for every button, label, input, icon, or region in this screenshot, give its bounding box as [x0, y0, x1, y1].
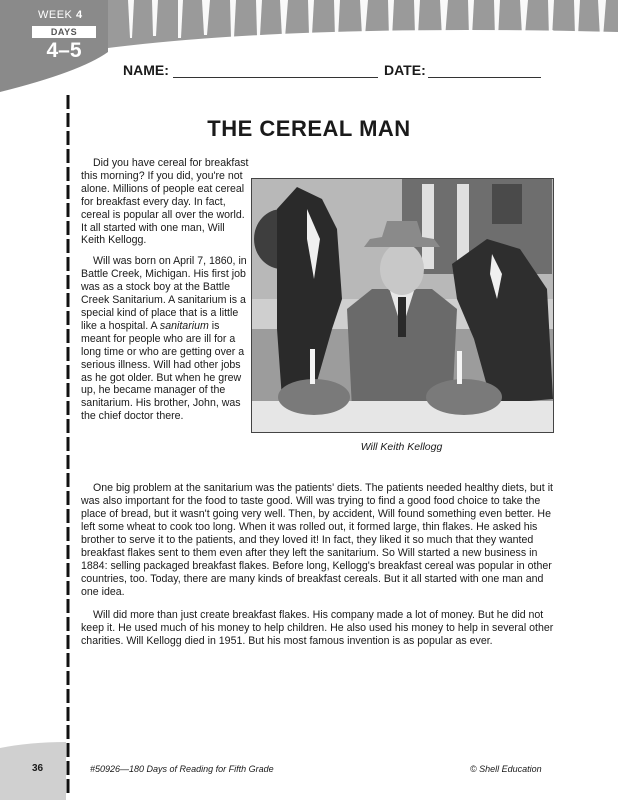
paragraph-2-text-end: is meant for people who are ill for a long time or who are getting over a serious illness. Will had other jobs as he got older. But when he grew up, he became manager of the sanitarium. His brother, John, was the chief doctor there.: [81, 319, 245, 423]
page-number: 36: [32, 763, 44, 774]
name-field[interactable]: [173, 77, 378, 78]
week-label: [38, 9, 83, 21]
name-label: NAME:: [123, 62, 169, 78]
week-number: 4: [75, 9, 83, 21]
left-column: [81, 157, 251, 431]
week-word: WEEK: [38, 9, 73, 21]
days-label: DAYS: [32, 26, 96, 38]
days-range: 4–5: [46, 39, 82, 62]
paragraph-2: [81, 255, 251, 423]
week-tab: [0, 0, 108, 92]
paragraph-3-block: [81, 482, 555, 599]
article-title: THE CEREAL MAN: [207, 116, 411, 141]
paragraph-2-italic-word: sanitarium: [159, 319, 209, 332]
photo-caption: Will Keith Kellogg: [360, 441, 443, 453]
photo-illustration: [252, 179, 553, 432]
paragraph-2-text: Will was born on April 7, 1860, in Battle Creek, Michigan. His first job was as a stock boy at the Battle Creek Sanitarium. A sanitarium is a special kind of place that is a little like a hospital. A: [81, 255, 247, 332]
date-field[interactable]: [428, 77, 541, 78]
paragraph-4: Will did more than just create breakfast flakes. His company made a lot of money. But he did not keep it. He used much of his money to help children. He also used his money to help in several other charities. Will Kellogg died in 1951. But his most famous invention is as popular as ever.: [81, 609, 554, 647]
book-reference: #50926—180 Days of Reading for Fifth Grade: [90, 764, 274, 774]
paragraph-4-block: [81, 609, 555, 648]
left-margin-bar: [66, 95, 70, 795]
paragraph-1: Did you have cereal for breakfast this morning? If you did, you're not alone. Millions of people eat cereal for breakfast every day. In fact, cereal is popular all over the world. It all started with one man, Will Keith Kellogg.: [81, 157, 249, 247]
kellogg-photo: [251, 178, 554, 433]
paragraph-3: One big problem at the sanitarium was the patients' diets. The patients needed healthy diets, but it was also important for the food to taste good. Will was trying to find a good food choice to take the place of bread, but it wasn't going very well. Then, by accident, Will found something even better. He left some wheat to cook too long. When it was rolled out, it formed large, thin flakes. He asked his brother to serve it to the patients, and they loved it! In fact, they liked it so much that they wanted breakfast flakes sent to them even after they left the sanitarium. So Will started a new business in 1884: selling packaged breakfast flakes. Before long, Kellogg's breakfast cereal was popular in other countries, too. Today, there are many kinds of breakfast cereals. But it all started with one man and one idea.: [81, 482, 553, 598]
date-label: DATE:: [384, 62, 426, 78]
copyright: © Shell Education: [470, 764, 542, 774]
